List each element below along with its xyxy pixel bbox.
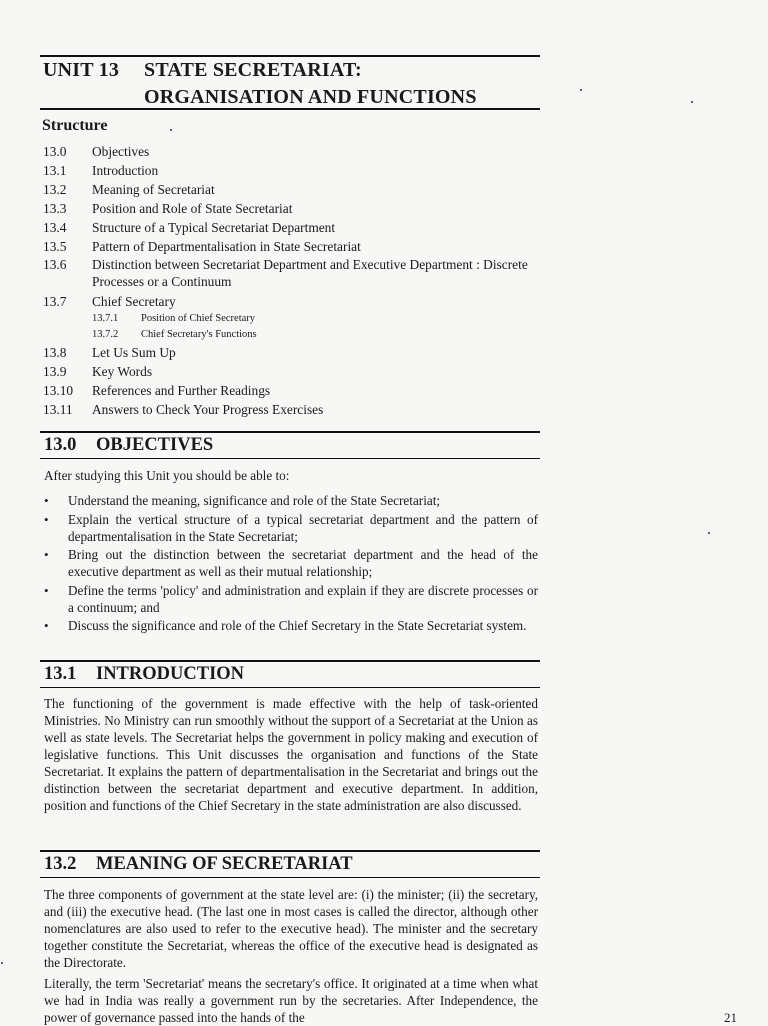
toc-item: 13.1 Introduction — [43, 163, 159, 178]
section-rule — [40, 660, 540, 662]
toc-item: 13.3 Position and Role of State Secretariat — [43, 201, 293, 216]
toc-item: 13.4 Structure of a Typical Secretariat Department — [43, 220, 336, 235]
meaning-paragraph-2: Literally, the term 'Secretariat' means the secretary's office. It originated at a time when what we had in India was really a government run by the secretaries. After Independence, the power of governance passed into the hands of the — [44, 976, 538, 1025]
section-title: OBJECTIVES — [96, 435, 214, 455]
section-rule — [40, 431, 540, 433]
unit-number: UNIT 13 — [43, 59, 120, 81]
section-number: 13.2 — [44, 854, 77, 874]
section-title: MEANING OF SECRETARIAT — [96, 854, 353, 874]
title-bottom-rule — [40, 108, 540, 110]
objectives-list — [44, 492, 538, 636]
toc-item: 13.0 Objectives — [43, 144, 150, 159]
structure-heading: Structure — [42, 117, 108, 134]
introduction-body: The functioning of the government is made effective with the help of task-oriented Ministries. No Ministry can run smoothly without the support of a Secretariat at the Union as well as state levels. The Secretariat helps the government in policy making and execution of legislative functions. This Unit discusses the organisation and functions of the State Secretariat. It explains the pattern of departmentalisation in the Secretariat and brings out the distinction between the secretariat department and executive department. In addition, position and functions of the Chief Secretary in the state administration are also discussed. — [44, 696, 538, 813]
section-number: 13.0 — [44, 435, 77, 455]
toc-item: 13.2 Meaning of Secretariat — [43, 182, 215, 197]
list-item: • Define the terms 'policy' and administration and explain if they are discrete processes or a continuum; and — [44, 582, 538, 616]
scan-speck — [170, 129, 172, 131]
toc-item: 13.6 Distinction between Secretariat Department and Executive Department : Discrete Processes or a Continuum — [43, 257, 528, 289]
scan-speck — [580, 89, 582, 91]
toc-item: 13.11 Answers to Check Your Progress Exercises — [43, 402, 324, 417]
list-item: • Explain the vertical structure of a typical secretariat department and the pattern of departmentalisation in the State Secretariat; — [44, 511, 538, 545]
page-number: 21 — [724, 1010, 737, 1025]
section-rule — [40, 877, 540, 878]
toc-item: 13.8 Let Us Sum Up — [43, 345, 176, 360]
toc-subitem: 13.7.1 Position of Chief Secretary — [92, 313, 256, 324]
top-rule — [40, 55, 540, 57]
scan-speck — [1, 962, 3, 964]
unit-title-line2: ORGANISATION AND FUNCTIONS — [144, 86, 477, 108]
toc-subitem: 13.7.2 Chief Secretary's Functions — [92, 329, 257, 340]
table-of-contents — [43, 142, 543, 419]
meaning-heading — [44, 854, 353, 875]
toc-item: 13.9 Key Words — [43, 364, 153, 379]
toc-item: 13.10 References and Further Readings — [43, 383, 271, 398]
list-item: • Bring out the distinction between the secretariat department and the head of the executive department as well as their mutual relationship; — [44, 546, 538, 580]
meaning-paragraph-1: The three components of government at the state level are: (i) the minister; (ii) the secretary, and (iii) the executive head. (The last one in most cases is called the director, although other nomenclatures are also used to refer to the executive head). The minister and the secretary together constitute the Secretariat, whereas the office of the executive head is designated as the Directorate. — [44, 887, 538, 970]
section-rule — [40, 458, 540, 459]
objectives-heading — [44, 435, 213, 456]
section-rule — [40, 687, 540, 688]
introduction-heading — [44, 664, 244, 685]
list-item: • Understand the meaning, significance and role of the State Secretariat; — [44, 492, 538, 509]
unit-title-line1: STATE SECRETARIAT: — [144, 59, 362, 81]
objectives-intro: After studying this Unit you should be able to: — [44, 468, 290, 483]
section-rule — [40, 850, 540, 852]
section-number: 13.1 — [44, 664, 77, 684]
list-item: • Discuss the significance and role of the Chief Secretary in the State Secretariat system. — [44, 617, 538, 634]
section-title: INTRODUCTION — [96, 664, 245, 684]
toc-item: 13.5 Pattern of Departmentalisation in State Secretariat — [43, 239, 361, 254]
scan-speck — [708, 532, 710, 534]
scan-speck — [691, 101, 693, 103]
toc-item: 13.7 Chief Secretary — [43, 294, 176, 309]
